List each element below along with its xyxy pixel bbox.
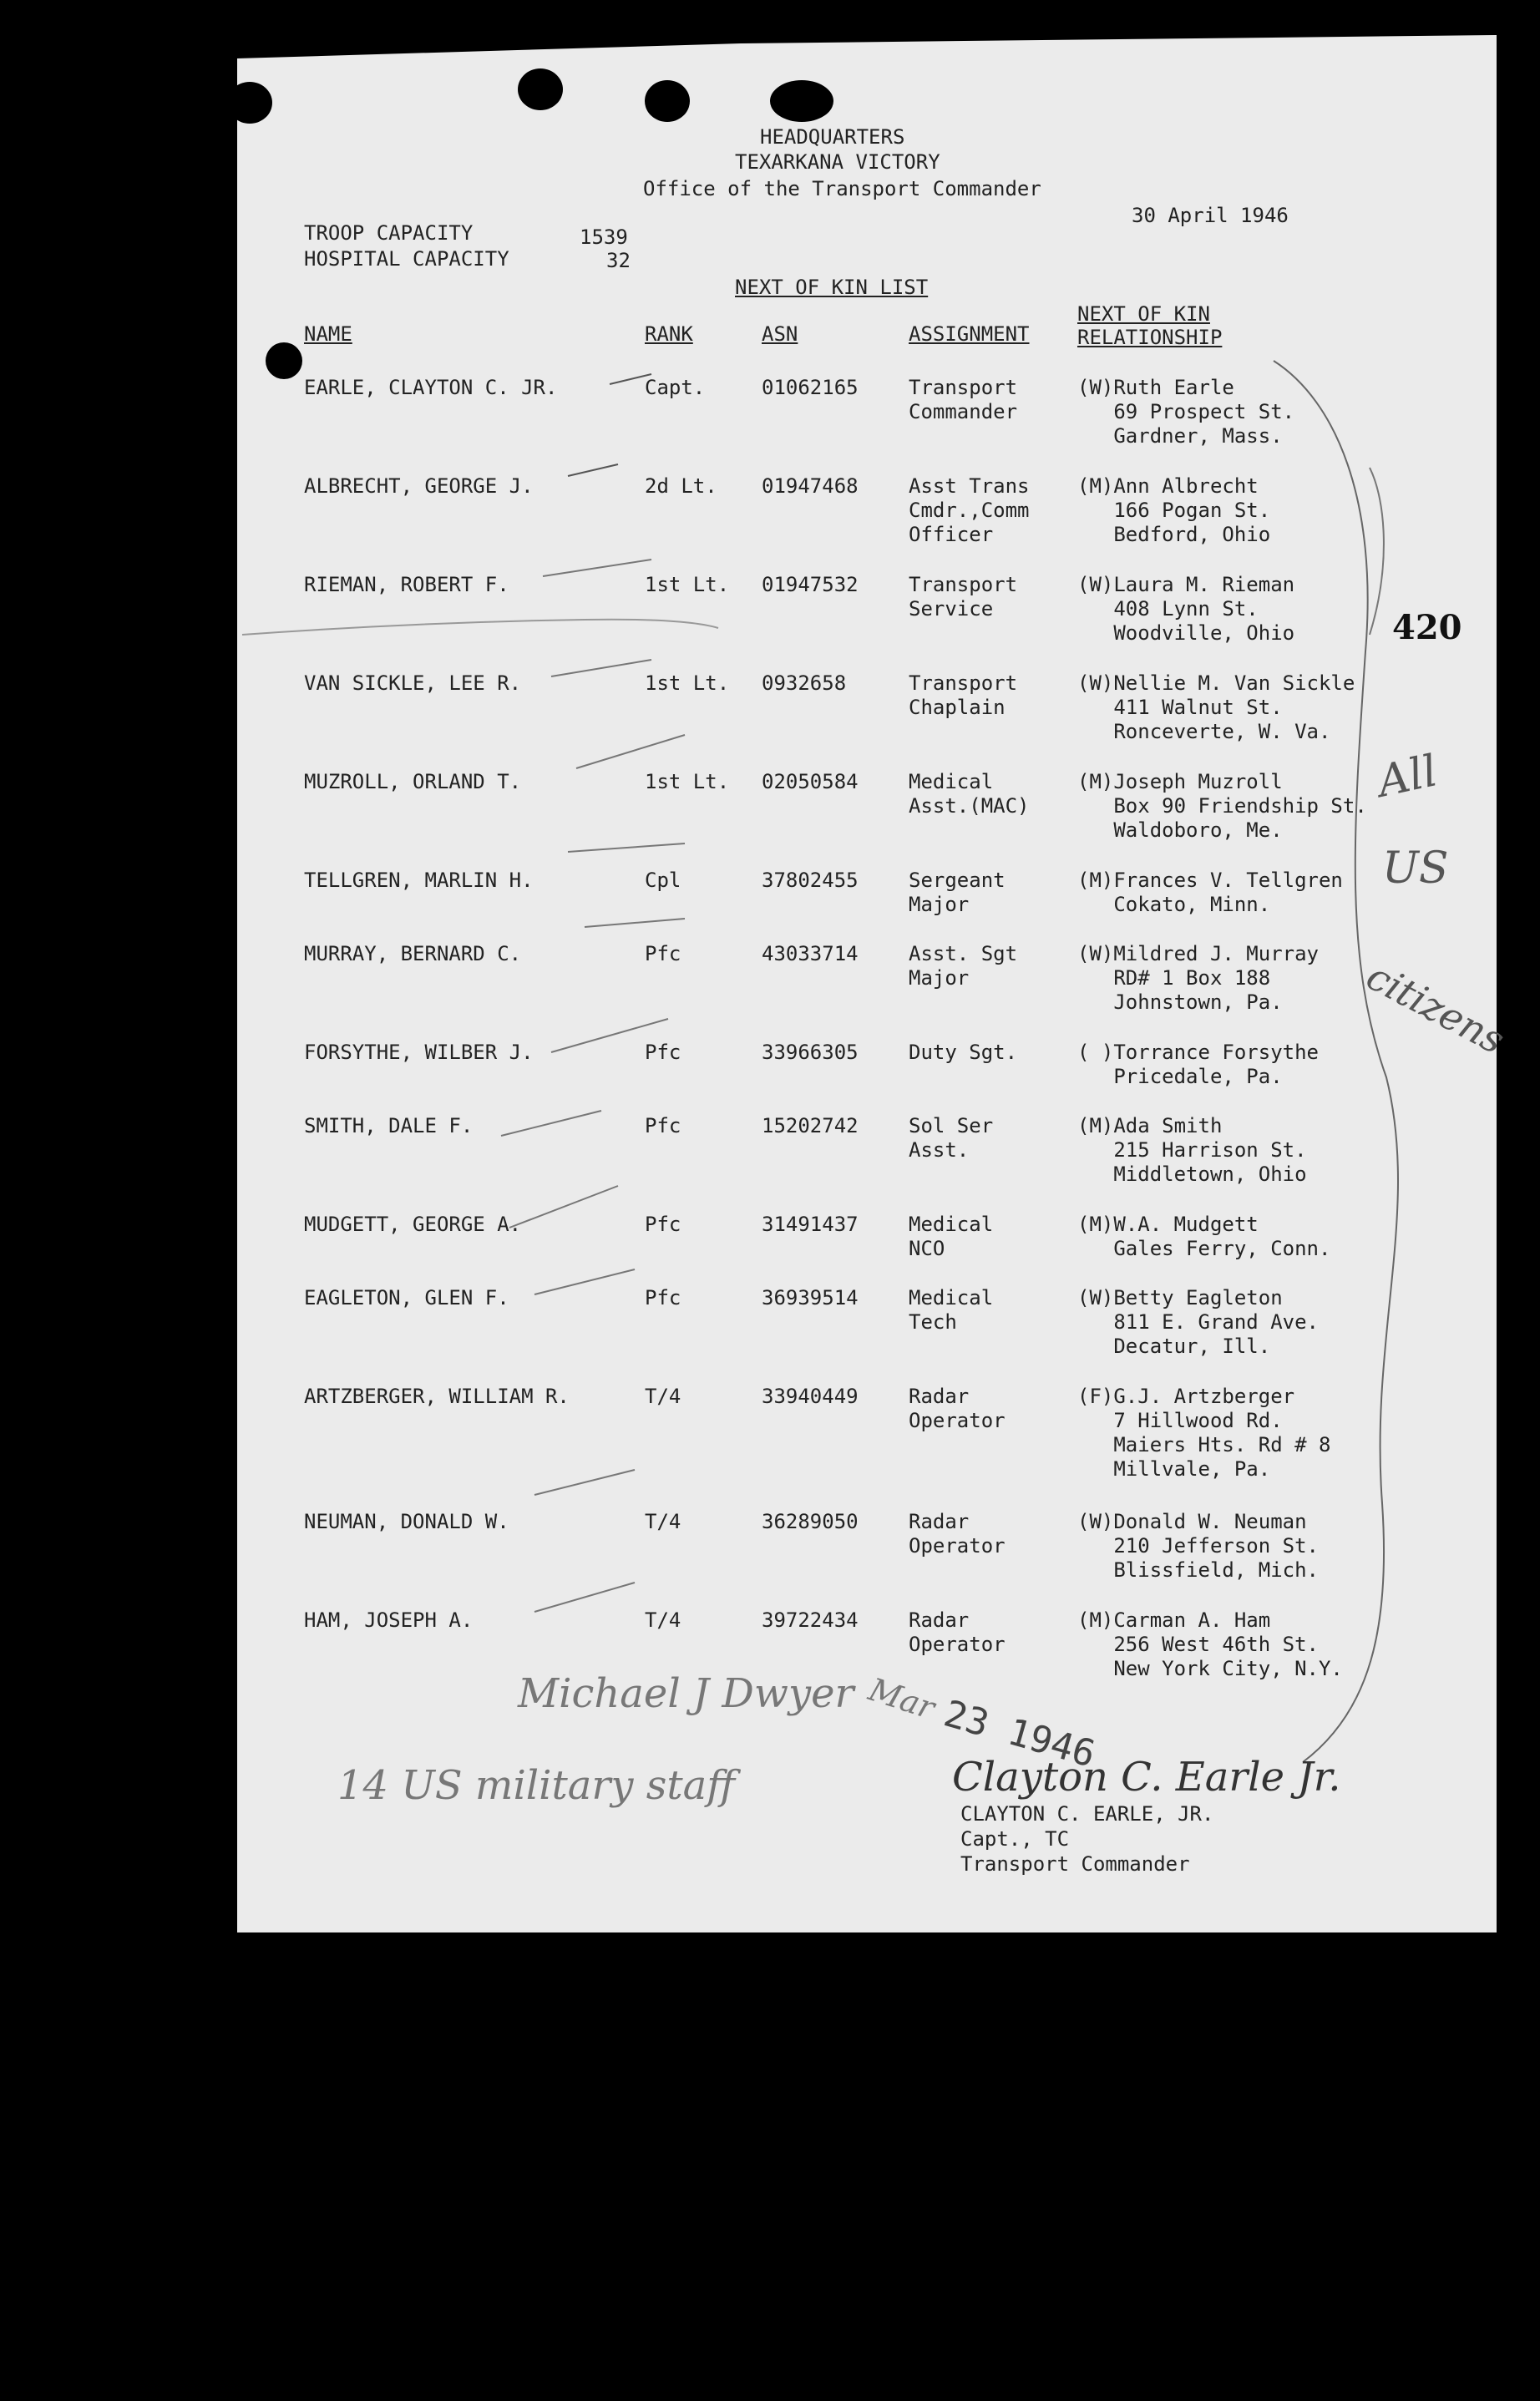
column-header-rank: RANK <box>645 322 693 346</box>
row-assignment: Medical Tech <box>909 1286 994 1334</box>
row-next-of-kin: (F)G.J. Artzberger 7 Hillwood Rd. Maiers Hts. Rd # 8 Millvale, Pa. <box>1077 1385 1331 1481</box>
row-rank: Pfc <box>645 942 681 965</box>
row-assignment: Radar Operator <box>909 1510 1006 1558</box>
pen-stroke <box>568 464 618 476</box>
row-asn: 39722434 <box>762 1608 859 1632</box>
handwritten-staff-note: 14 US military staff <box>337 1762 736 1809</box>
row-name: NEUMAN, DONALD W. <box>304 1510 509 1533</box>
row-asn: 31491437 <box>762 1213 859 1236</box>
pen-stroke <box>501 1111 601 1136</box>
pen-stroke <box>242 620 718 635</box>
pen-stroke <box>551 1019 668 1052</box>
pen-stroke <box>543 560 651 576</box>
row-name: MUZROLL, ORLAND T. <box>304 770 522 793</box>
row-rank: T/4 <box>645 1510 681 1533</box>
row-asn: 01062165 <box>762 376 859 399</box>
row-next-of-kin: (M)Ada Smith 215 Harrison St. Middletown, Ohio <box>1077 1114 1307 1186</box>
row-rank: Cpl <box>645 869 681 892</box>
row-assignment: Transport Service <box>909 573 1018 621</box>
signature-name: CLAYTON C. EARLE, JR. <box>960 1802 1214 1826</box>
row-asn: 36289050 <box>762 1510 859 1533</box>
row-rank: Pfc <box>645 1114 681 1137</box>
row-assignment: Transport Chaplain <box>909 671 1018 719</box>
row-name: HAM, JOSEPH A. <box>304 1608 474 1632</box>
row-name: SMITH, DALE F. <box>304 1114 474 1137</box>
signature-title: Transport Commander <box>960 1852 1190 1876</box>
margin-bracket-line <box>1370 468 1384 635</box>
row-next-of-kin: (W)Mildred J. Murray RD# 1 Box 188 Johnstown, Pa. <box>1077 942 1319 1014</box>
pen-stroke <box>534 1269 635 1294</box>
row-assignment: Sergeant Major <box>909 869 1006 916</box>
row-rank: Pfc <box>645 1041 681 1064</box>
row-name: ARTZBERGER, WILLIAM R. <box>304 1385 570 1408</box>
list-title: NEXT OF KIN LIST <box>735 276 929 299</box>
row-assignment: Transport Commander <box>909 376 1018 423</box>
signature-handwritten: Clayton C. Earle Jr. <box>952 1754 1341 1801</box>
row-next-of-kin: ( )Torrance Forsythe Pricedale, Pa. <box>1077 1041 1319 1088</box>
row-asn: 33940449 <box>762 1385 859 1408</box>
column-header-name: NAME <box>304 322 352 346</box>
header-line-1: HEADQUARTERS <box>760 125 905 149</box>
pen-stroke <box>551 660 651 676</box>
column-header-asn: ASN <box>762 322 798 346</box>
column-header-nok-2: RELATIONSHIP <box>1077 326 1223 349</box>
row-assignment: Sol Ser Asst. <box>909 1114 994 1162</box>
row-asn: 15202742 <box>762 1114 859 1137</box>
row-name: FORSYTHE, WILBER J. <box>304 1041 534 1064</box>
handwritten-name-note: Michael J Dwyer <box>518 1670 854 1717</box>
column-header-assignment: ASSIGNMENT <box>909 322 1030 346</box>
row-rank: T/4 <box>645 1608 681 1632</box>
row-rank: Pfc <box>645 1213 681 1236</box>
row-assignment: Asst. Sgt Major <box>909 942 1018 990</box>
row-rank: 1st Lt. <box>645 573 730 596</box>
hospital-capacity-value: 32 <box>606 249 631 272</box>
row-next-of-kin: (W)Betty Eagleton 811 E. Grand Ave. Decatur, Ill. <box>1077 1286 1319 1358</box>
row-name: VAN SICKLE, LEE R. <box>304 671 522 695</box>
handwritten-month-note: Mar <box>864 1670 940 1727</box>
header-line-3: Office of the Transport Commander <box>643 177 1041 200</box>
row-asn: 36939514 <box>762 1286 859 1309</box>
row-rank: 2d Lt. <box>645 474 717 498</box>
pen-stroke <box>568 843 685 852</box>
pen-stroke <box>610 374 651 384</box>
troop-capacity-value: 1539 <box>580 225 628 249</box>
row-next-of-kin: (M)W.A. Mudgett Gales Ferry, Conn. <box>1077 1213 1331 1260</box>
row-next-of-kin: (W)Ruth Earle 69 Prospect St. Gardner, Mass. <box>1077 376 1295 448</box>
margin-note-citizens: citizens <box>1359 953 1512 1063</box>
row-asn: 02050584 <box>762 770 859 793</box>
row-assignment: Duty Sgt. <box>909 1041 1018 1064</box>
troop-capacity-label: TROOP CAPACITY <box>304 221 474 245</box>
column-header-nok-1: NEXT OF KIN <box>1077 302 1210 326</box>
row-rank: Capt. <box>645 376 706 399</box>
row-asn: 43033714 <box>762 942 859 965</box>
margin-note-all: All <box>1373 746 1442 808</box>
row-asn: 01947532 <box>762 573 859 596</box>
pen-stroke <box>576 735 685 768</box>
hospital-capacity-label: HOSPITAL CAPACITY <box>304 247 509 271</box>
document-date: 30 April 1946 <box>1132 204 1289 227</box>
row-assignment: Radar Operator <box>909 1385 1006 1432</box>
signature-rank: Capt., TC <box>960 1827 1070 1851</box>
row-asn: 0932658 <box>762 671 847 695</box>
row-name: EARLE, CLAYTON C. JR. <box>304 376 558 399</box>
row-name: EAGLETON, GLEN F. <box>304 1286 509 1309</box>
pen-stroke <box>585 919 685 927</box>
row-rank: 1st Lt. <box>645 671 730 695</box>
row-name: MUDGETT, GEORGE A. <box>304 1213 522 1236</box>
row-rank: 1st Lt. <box>645 770 730 793</box>
pen-stroke <box>509 1186 618 1228</box>
stamped-date: 23 1946 <box>939 1692 1101 1776</box>
page-number: 420 <box>1392 608 1462 647</box>
margin-note-us: US <box>1382 843 1449 894</box>
row-assignment: Medical NCO <box>909 1213 994 1260</box>
row-next-of-kin: (M)Ann Albrecht 166 Pogan St. Bedford, Ohio <box>1077 474 1271 546</box>
row-name: TELLGREN, MARLIN H. <box>304 869 534 892</box>
row-assignment: Asst Trans Cmdr.,Comm Officer <box>909 474 1030 546</box>
pen-stroke <box>534 1583 635 1612</box>
row-name: ALBRECHT, GEORGE J. <box>304 474 534 498</box>
row-next-of-kin: (M)Joseph Muzroll Box 90 Friendship St. Waldoboro, Me. <box>1077 770 1367 842</box>
row-name: RIEMAN, ROBERT F. <box>304 573 509 596</box>
row-asn: 01947468 <box>762 474 859 498</box>
row-rank: Pfc <box>645 1286 681 1309</box>
row-asn: 37802455 <box>762 869 859 892</box>
row-name: MURRAY, BERNARD C. <box>304 942 522 965</box>
row-assignment: Radar Operator <box>909 1608 1006 1656</box>
margin-bracket-line <box>1274 361 1398 1762</box>
pen-stroke <box>534 1470 635 1495</box>
row-rank: T/4 <box>645 1385 681 1408</box>
header-line-2: TEXARKANA VICTORY <box>735 150 940 174</box>
row-next-of-kin: (M)Frances V. Tellgren Cokato, Minn. <box>1077 869 1343 916</box>
row-next-of-kin: (W)Donald W. Neuman 210 Jefferson St. Blissfield, Mich. <box>1077 1510 1319 1582</box>
row-next-of-kin: (M)Carman A. Ham 256 West 46th St. New York City, N.Y. <box>1077 1608 1343 1680</box>
row-next-of-kin: (W)Nellie M. Van Sickle 411 Walnut St. Ronceverte, W. Va. <box>1077 671 1355 743</box>
row-next-of-kin: (W)Laura M. Rieman 408 Lynn St. Woodville, Ohio <box>1077 573 1295 645</box>
row-asn: 33966305 <box>762 1041 859 1064</box>
row-assignment: Medical Asst.(MAC) <box>909 770 1030 818</box>
